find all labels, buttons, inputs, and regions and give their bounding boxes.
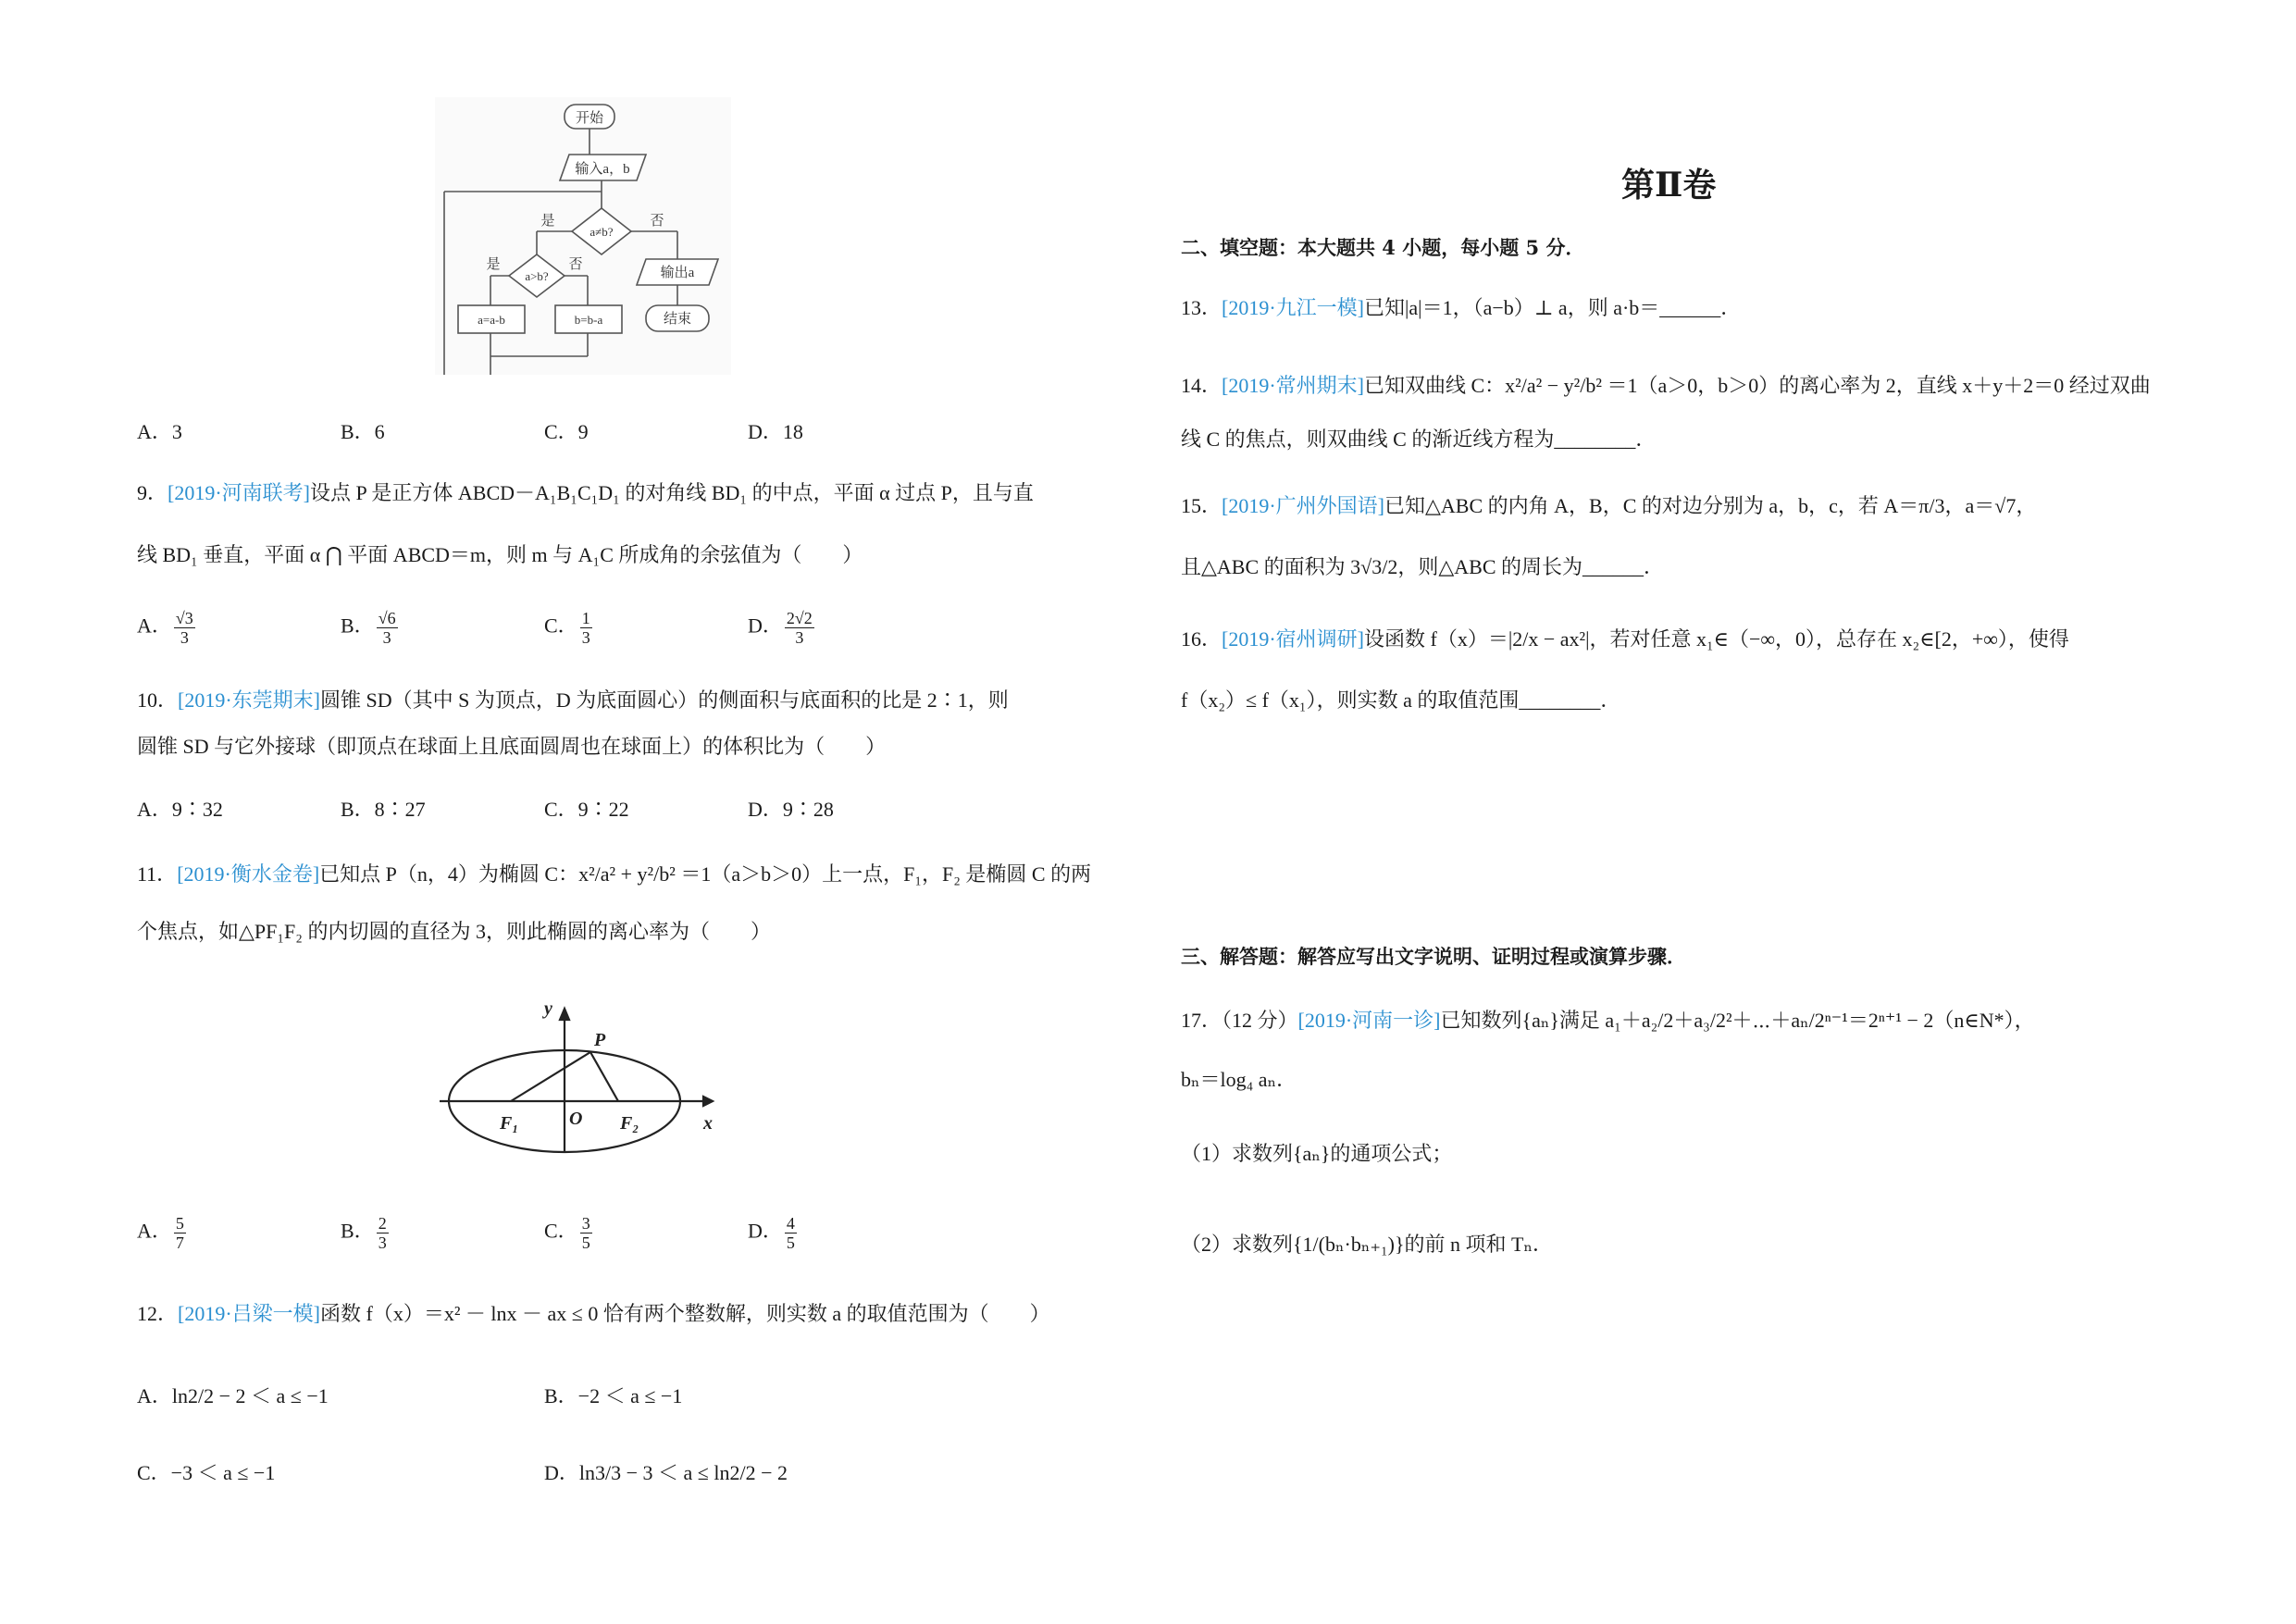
flow-output: 输出a xyxy=(660,266,695,280)
axis-y-label: y xyxy=(544,999,552,1019)
q14-line1: 14．[2019·常州期末]已知双曲线 C：x²/a² − y²/b² ＝1（a＞0，b＞0）的离心率为 2，直线 x＋y＋2＝0 经过双曲 xyxy=(1181,374,2151,397)
flow-input: 输入a，b xyxy=(575,162,630,177)
q11-option-b: B． $\frac{2}{3}$ xyxy=(341,1214,387,1252)
q9-option-b: B． $\frac{√6}{3}$ xyxy=(341,609,396,647)
section2-heading: 二、填空题：本大题共 4 小题，每小题 5 分． xyxy=(1181,236,1585,259)
q17-sub2: （2）求数列{1/(bₙ·bₙ₊₁)}的前 n 项和 Tₙ． xyxy=(1181,1233,1553,1256)
q14-line2: 线 C 的焦点，则双曲线 C 的渐近线方程为________． xyxy=(1181,428,1657,451)
q11-line2: 个焦点，如△PF₁F₂ 的内切圆的直径为 3，则此椭圆的离心率为（ ） xyxy=(137,920,771,943)
q16-line1: 16．[2019·宿州调研]设函数 f（x）＝|2/x − ax²|，若对任意 x₁∈（−∞，0），总存在 x₂∈[2，+∞），使得 xyxy=(1181,627,2069,651)
flow-cond1: a≠b? xyxy=(590,225,614,239)
q11-option-a: A． $\frac{5}{7}$ xyxy=(137,1214,184,1252)
ellipse-figure xyxy=(435,999,722,1157)
q10-option-b: B．8∶27 xyxy=(341,798,426,821)
q14-source: [2019·常州期末] xyxy=(1222,374,1364,397)
flow-no1: 否 xyxy=(650,214,664,229)
q12-source: [2019·吕梁一模] xyxy=(178,1302,320,1325)
q8-option-a: A．3 xyxy=(137,420,182,443)
q13-line: 13．[2019·九江一模]已知|a|＝1，（a−b）⊥ a，则 a·b＝______． xyxy=(1181,296,1742,319)
axis-x-label: x xyxy=(703,1113,713,1134)
q8-option-b: B．6 xyxy=(341,420,385,443)
q17-line2: bₙ＝log₄ aₙ． xyxy=(1181,1068,1297,1091)
q11-line1: 11．[2019·衡水金卷]已知点 P（n，4）为椭圆 C：x²/a² + y²/b² ＝1（a＞b＞0）上一点，F₁，F₂ 是椭圆 C 的两 xyxy=(137,862,1092,886)
q10-line1: 10．[2019·东莞期末]圆锥 SD（其中 S 为顶点，D 为底面圆心）的侧面积与底面积的比是 2∶1，则 xyxy=(137,688,1009,712)
focus-f1-label: F₁ xyxy=(500,1113,519,1134)
q9-option-a: A． $\frac{√3}{3}$ xyxy=(137,609,193,647)
point-p-label: P xyxy=(594,1030,606,1050)
flow-start: 开始 xyxy=(575,111,604,126)
q11-source: [2019·衡水金卷] xyxy=(177,862,320,886)
q9-option-c: C． $\frac{1}{3}$ xyxy=(544,609,590,647)
q16-line2: f（x₂）≤ f（x₁），则实数 a 的取值范围________． xyxy=(1181,688,1621,712)
focus-f2-label: F₂ xyxy=(620,1113,639,1134)
q12-option-a: A．ln2/2 − 2 ＜ a ≤ −1 xyxy=(137,1384,329,1407)
q16-source: [2019·宿州调研] xyxy=(1222,627,1364,651)
q12-line1: 12．[2019·吕梁一模]函数 f（x）＝x² － lnx － ax ≤ 0 恰有两个整数解，则实数 a 的取值范围为（ ） xyxy=(137,1302,1050,1325)
q10-line2: 圆锥 SD 与它外接球（即顶点在球面上且底面圆周也在球面上）的体积比为（ ） xyxy=(137,735,887,758)
part2-title: 第Ⅱ卷 xyxy=(1621,166,1717,205)
q17-sub1: （1）求数列{aₙ}的通项公式； xyxy=(1181,1142,1453,1165)
q8-option-d: D．18 xyxy=(748,420,803,443)
q15-source: [2019·广州外国语] xyxy=(1222,494,1384,517)
flow-cond2: a>b? xyxy=(525,269,549,283)
flowchart-figure xyxy=(435,97,731,375)
flow-yes1: 是 xyxy=(540,214,555,229)
flow-end: 结束 xyxy=(663,312,692,327)
q9-line1: 9．[2019·河南联考]设点 P 是正方体 ABCD－A₁B₁C₁D₁ 的对角线 BD₁ 的中点，平面 α 过点 P，且与直 xyxy=(137,481,1034,504)
section3-heading: 三、解答题：解答应写出文字说明、证明过程或演算步骤． xyxy=(1181,945,1686,968)
q9-source: [2019·河南联考] xyxy=(168,481,310,504)
q10-option-d: D．9∶28 xyxy=(748,798,834,821)
q12-option-b: B．−2 ＜ a ≤ −1 xyxy=(544,1384,683,1407)
q12-option-d: D．ln3/3 − 3 ＜ a ≤ ln2/2 − 2 xyxy=(544,1461,788,1484)
q15-line1: 15．[2019·广州外国语]已知△ABC 的内角 A，B，C 的对边分别为 a，b，c，若 A＝π/3，a＝√7， xyxy=(1181,494,2037,517)
q10-option-a: A．9∶32 xyxy=(137,798,223,821)
flow-assign1: a=a-b xyxy=(478,313,505,327)
q9-line2: 线 BD₁ 垂直，平面 α ⋂ 平面 ABCD＝m，则 m 与 A₁C 所成角的余弦值为（ ） xyxy=(137,543,863,566)
flow-no2: 否 xyxy=(568,257,583,272)
q9-option-d: D． $\frac{2√2}{3}$ xyxy=(748,609,813,647)
q11-option-c: C． $\frac{3}{5}$ xyxy=(544,1214,590,1252)
q15-line2: 且△ABC 的面积为 3√3/2，则△ABC 的周长为______． xyxy=(1181,555,1664,578)
origin-label: O xyxy=(569,1109,583,1129)
flow-assign2: b=b-a xyxy=(574,313,603,327)
q17-source: [2019·河南一诊] xyxy=(1297,1009,1441,1032)
q10-source: [2019·东莞期末] xyxy=(178,688,320,712)
q10-option-c: C．9∶22 xyxy=(544,798,629,821)
q11-option-d: D． $\frac{4}{5}$ xyxy=(748,1214,795,1252)
q12-option-c: C．−3 ＜ a ≤ −1 xyxy=(137,1461,276,1484)
q17-line1: 17．（12 分）[2019·河南一诊]已知数列{aₙ}满足 a₁＋a₂/2＋a₃/2²＋⋯＋aₙ/2ⁿ⁻¹＝2ⁿ⁺¹ − 2（n∈N*）， xyxy=(1181,1009,2035,1032)
q8-option-c: C．9 xyxy=(544,420,589,443)
flow-yes2: 是 xyxy=(486,257,501,272)
q13-source: [2019·九江一模] xyxy=(1222,296,1364,319)
